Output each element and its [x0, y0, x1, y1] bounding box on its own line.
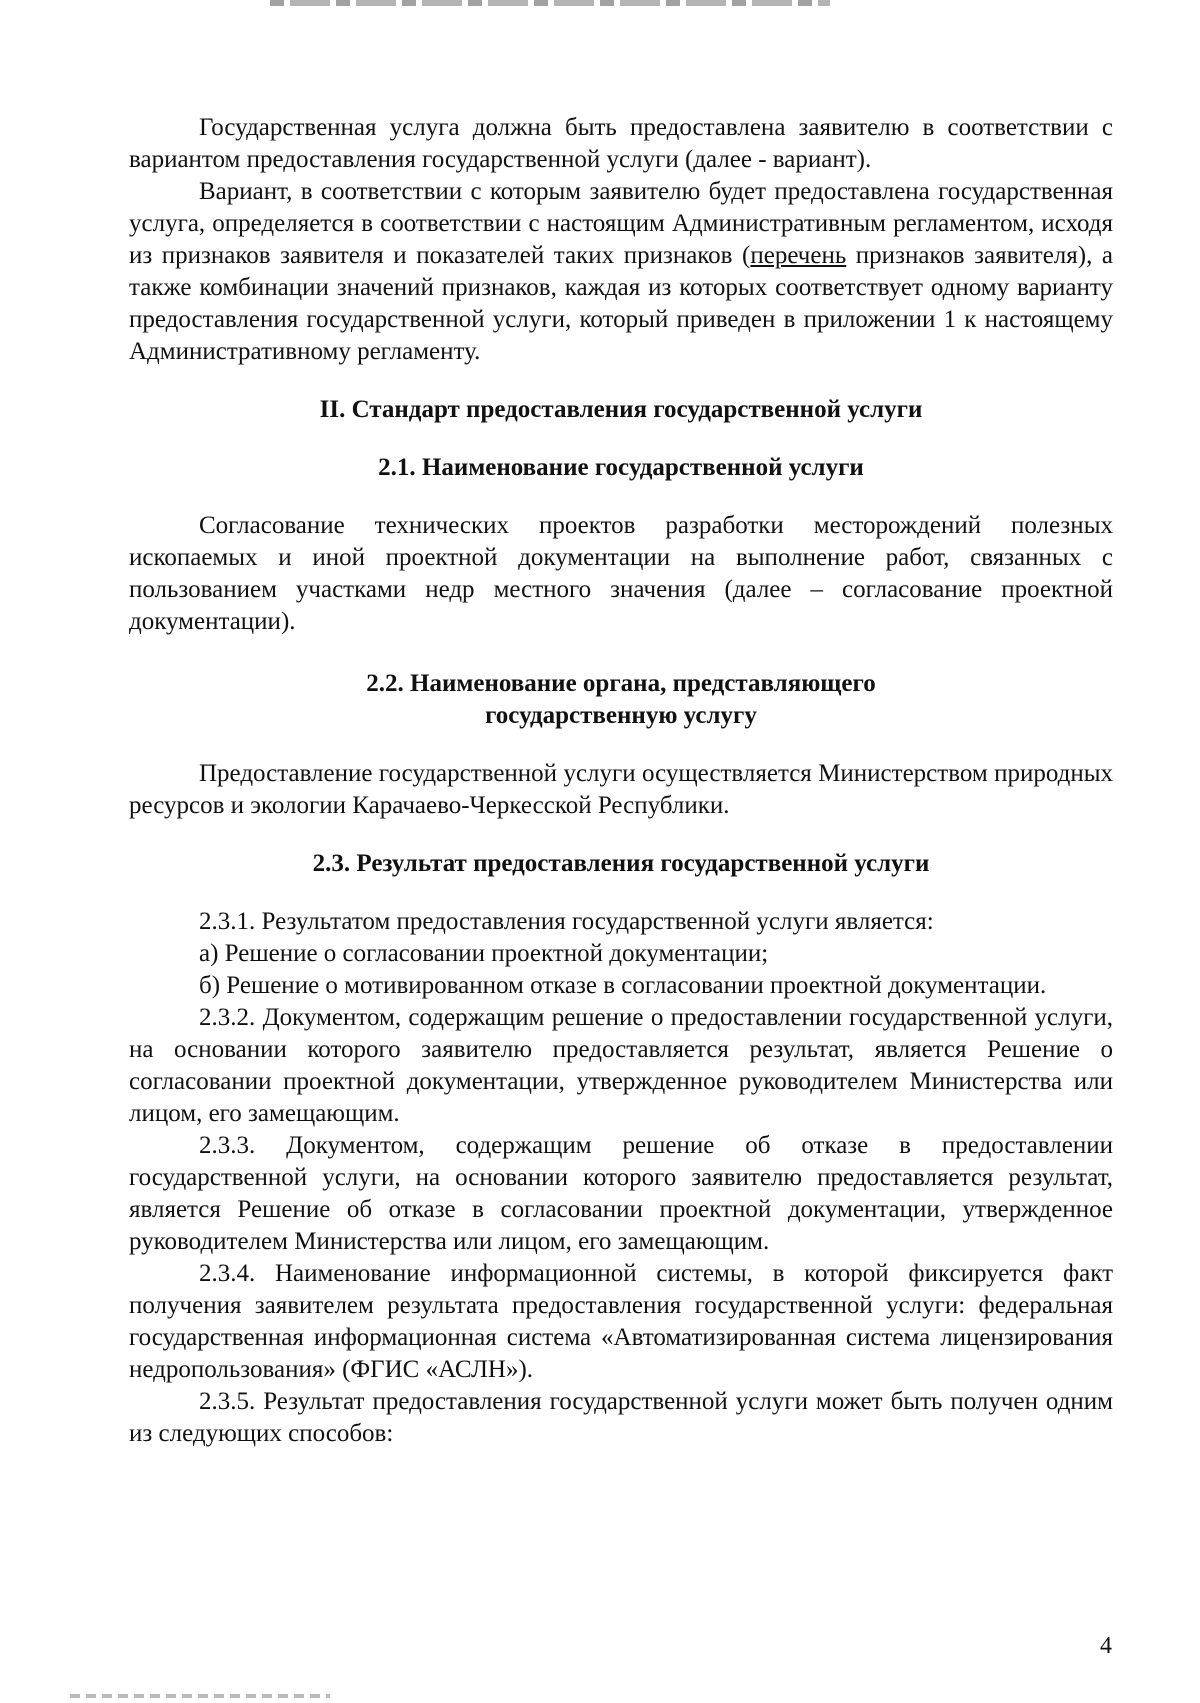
subsection-heading-2-3: 2.3. Результат предоставления государственной услуги — [312, 850, 930, 877]
subsection-heading-2-1: 2.1. Наименование государственной услуги — [378, 454, 864, 481]
paragraph-variant-intro: Государственная услуга должна быть предоставлена заявителю в соответствии с вариантом предоставления государственной услуги (далее - вариант). — [129, 114, 1113, 173]
paragraph-2-3-2: 2.3.2. Документом, содержащим решение о предоставлении государственной услуги, на основании которого заявителю предоставляется результат, является Решение о согласовании проектной документации, утвержденное руководителем Министерства или лицом, его замещающим. — [129, 1004, 1113, 1127]
paragraph-providing-body: Предоставление государственной услуги осуществляется Министерством природных ресурсов и экологии Карачаево-Черкесской Республики. — [129, 760, 1113, 819]
section-heading-standard: II. Стандарт предоставления государственной услуги — [319, 396, 923, 423]
paragraph-service-name: Согласование технических проектов разработки месторождений полезных ископаемых и иной проектной документации на выполнение работ, связанных с пользованием участками недр местного значения (далее – согласование проектной документации). — [129, 512, 1113, 635]
paragraph-variant-definition — [129, 176, 1113, 368]
subsection-heading-2-2-line2: государственную услугу — [485, 702, 757, 729]
paragraph-2-3-1-b: б) Решение о мотивированном отказе в согласовании проектной документации. — [199, 972, 1047, 999]
link-perechen[interactable]: перечень — [750, 242, 847, 269]
page-number: 4 — [1100, 1633, 1112, 1659]
subsection-heading-2-2-line1: 2.2. Наименование органа, представляющего — [366, 670, 876, 697]
paragraph-2-3-4: 2.3.4. Наименование информационной системы, в которой фиксируется факт получения заявителем результата предоставления государственной услуги: федеральная государственная информационная система «Автоматизированная система лицензирования недропользования» (ФГИС «АСЛН»). — [129, 1260, 1113, 1383]
page-content — [129, 112, 1113, 1450]
scan-artifact-bottom — [70, 1694, 330, 1698]
paragraph-text: признаков заявителя), а также комбинации значений признаков, каждая из которых соответствует одному варианту предоставления государственной услуги, который приведен в приложении 1 к настоящему Административному регламенту. — [129, 242, 1113, 365]
paragraph-2-3-1: 2.3.1. Результатом предоставления государственной услуги является: — [199, 908, 934, 935]
paragraph-2-3-5: 2.3.5. Результат предоставления государственной услуги может быть получен одним из следующих способов: — [129, 1388, 1113, 1447]
paragraph-text: Вариант, в соответствии с которым заявителю будет предоставлена государственная услуга, определяется в соответствии с настоящим Административным регламентом, исходя из признаков заявителя и показателей таких признаков ( — [129, 178, 1113, 269]
scan-artifact-top — [270, 0, 830, 6]
paragraph-2-3-1-a: а) Решение о согласовании проектной документации; — [199, 940, 769, 967]
paragraph-2-3-3: 2.3.3. Документом, содержащим решение об отказе в предоставлении государственной услуги, на основании которого заявителю предоставляется результат, является Решение об отказе в согласовании проектной документации, утвержденное руководителем Министерства или лицом, его замещающим. — [129, 1132, 1113, 1255]
